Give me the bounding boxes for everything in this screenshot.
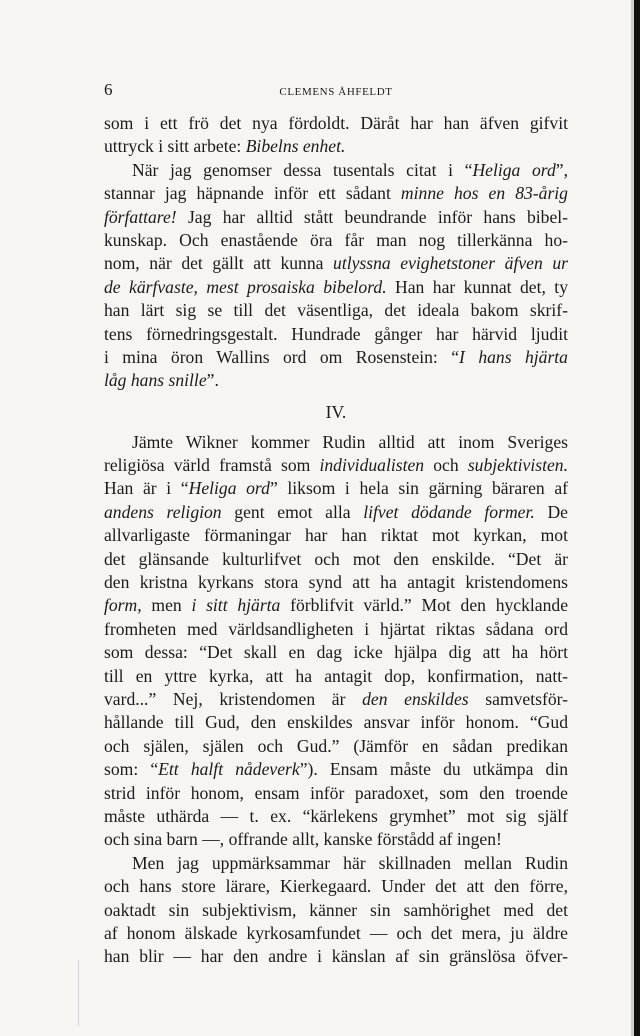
text-line: När jag genomser dessa tusentals citat i “Heliga ord”, [132, 159, 568, 180]
text-line: de kärfvaste, mest prosaiska bibelord. Han har kunnat det, ty [104, 276, 568, 297]
text-line: oaktadt sin subjektivism, känner sin samhörighet med det [104, 899, 568, 920]
text-line: som dessa: “Det skall en dag icke hjälpa dig att ha hört [104, 642, 568, 663]
text-line: Jämte Wikner kommer Rudin alltid att inom Sveriges [132, 431, 568, 452]
text-line: allvarligaste förmaningar har han riktat mot kyrkan, mot [104, 525, 568, 546]
text-line: som i ett frö det nya fördoldt. Däråt har han äfven gifvit [104, 113, 568, 133]
scan-border [634, 0, 640, 1036]
running-head: CLEMENS ÅHFELDT [279, 86, 393, 98]
text-line: och själen, själen och Gud.” (Jämför en sådan predikan [104, 735, 568, 756]
text-line: han lärt sig se till det väsentliga, det ideala bakom skrif- [104, 300, 568, 321]
text-line: stannar jag häpnande inför ett sådant minne hos en 83-årig [104, 183, 568, 204]
text-line: och sina barn —, offrande allt, kanske förstådd af ingen! [104, 829, 502, 850]
text-line: nom, när det gällt att kunna utlyssna evighetstoner äfven ur [104, 253, 568, 274]
text-line: af honom älskade kyrkosamfundet — och det mera, ju äldre [104, 922, 568, 943]
page-header [104, 80, 568, 102]
page-number: 6 [104, 80, 113, 99]
text-line: det glänsande kulturlifvet och mot den enskilde. “Det är [104, 548, 568, 569]
text-line: uttryck i sitt arbete: Bibelns enhet. [104, 136, 346, 157]
text-line: vard...” Nej, kristendomen är den enskildes samvetsför- [104, 688, 568, 709]
text-line: Men jag uppmärksammar här skillnaden mellan Rudin [132, 852, 568, 873]
text-line: den kristna kyrkans stora synd att ha antagit kristendomens [104, 572, 568, 593]
text-line: Han är i “Heliga ord” liksom i hela sin gärning bäraren af [104, 478, 569, 499]
text-line: strid inför honom, ensam inför paradoxet, som den troende [104, 782, 568, 803]
text-line: som: “Ett halft nådeverk”). Ensam måste du utkämpa din [104, 759, 569, 780]
text-line: kunskap. Och enastående öra får man nog tillerkänna ho- [104, 229, 568, 250]
body-text [104, 112, 568, 969]
scan-mark [78, 960, 79, 1026]
text-line: författare! Jag har alltid stått beundrande inför hans bibel- [104, 206, 568, 227]
text-line: låg hans snille”. [104, 370, 219, 391]
text-line: i mina öron Wallins ord om Rosenstein: “I hans hjärta [104, 346, 568, 367]
text-line: religiösa värld framstå som individualisten och subjektivisten. [104, 455, 568, 476]
text-line: till en yttre kyrka, att ha antagit dop, konfirmation, natt- [104, 665, 568, 686]
text-line: fromheten med världsandligheten i hjärtat riktas sådana ord [104, 618, 568, 639]
text-line: hållande till Gud, den enskildes ansvar inför honom. “Gud [104, 712, 568, 733]
text-line: måste uthärda — t. ex. “kärlekens grymhet” mot sig själf [104, 805, 568, 826]
text-line: andens religion gent emot alla lifvet dödande former. De [104, 501, 568, 522]
text-line: tens förnedringsgestalt. Hundrade gånger har härvid ljudit [104, 323, 568, 344]
text-line: han blir — har den andre i känslan af sin gränslösa öfver- [104, 946, 568, 967]
section-heading: IV. [325, 401, 347, 422]
text-line: form, men i sitt hjärta förblifvit värld.” Mot den hycklande [104, 595, 569, 616]
text-line: och hans store lärare, Kierkegaard. Under det att den förre, [104, 876, 568, 897]
